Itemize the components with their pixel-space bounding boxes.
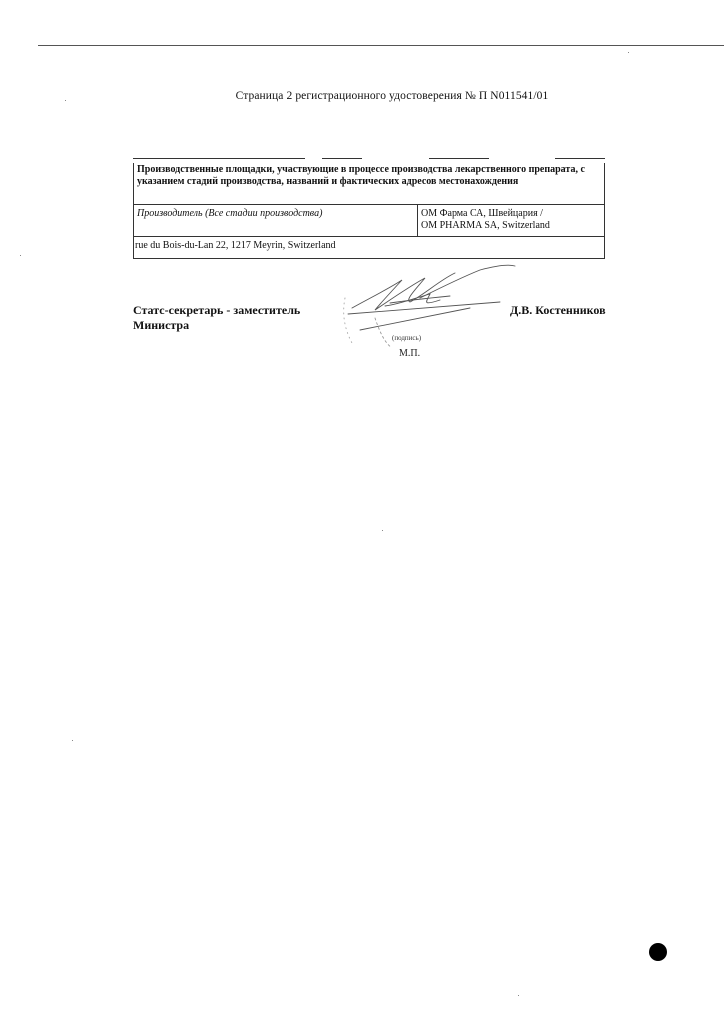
- scan-speck: [20, 255, 21, 256]
- scan-speck: [518, 995, 519, 996]
- manufacturer-role: Производитель (Все стадии производства): [137, 208, 323, 219]
- position-line-2: Министра: [133, 318, 190, 332]
- scan-speck: [72, 740, 73, 741]
- position-line-1: Статс-секретарь - заместитель: [133, 303, 301, 317]
- stamp-mark: М.П.: [399, 348, 421, 359]
- scan-speck: [382, 530, 383, 531]
- signatory-position: [133, 303, 300, 333]
- scan-speck: [628, 52, 629, 53]
- table-heading: Производственные площадки, участвующие в процессе производства лекарственного препарата, с указанием стадий производства, названий и фактических адресов местонахождения: [137, 164, 585, 187]
- hole-punch-mark: [649, 943, 667, 961]
- handwritten-signature: [330, 258, 530, 368]
- column-divider: [417, 205, 418, 237]
- scan-speck: [65, 100, 66, 101]
- company-name-en: OM PHARMA SA, Switzerland: [421, 220, 550, 231]
- manufacturer-address: rue du Bois-du-Lan 22, 1217 Meyrin, Switzerland: [135, 240, 336, 251]
- table-row: [133, 205, 605, 237]
- top-rule: [38, 45, 724, 46]
- table-top-border: [133, 158, 605, 160]
- page-title: Страница 2 регистрационного удостоверения № П N011541/01: [235, 90, 549, 102]
- page-header: [0, 90, 724, 102]
- company-name-ru: ОМ Фарма СА, Швейцария /: [421, 208, 543, 219]
- manufacturer-company: [421, 208, 550, 232]
- address-row: [133, 237, 605, 259]
- signatory-name: Д.В. Костенников: [510, 303, 606, 317]
- table-heading-row: [133, 163, 605, 205]
- signature-caption: (подпись): [392, 334, 422, 342]
